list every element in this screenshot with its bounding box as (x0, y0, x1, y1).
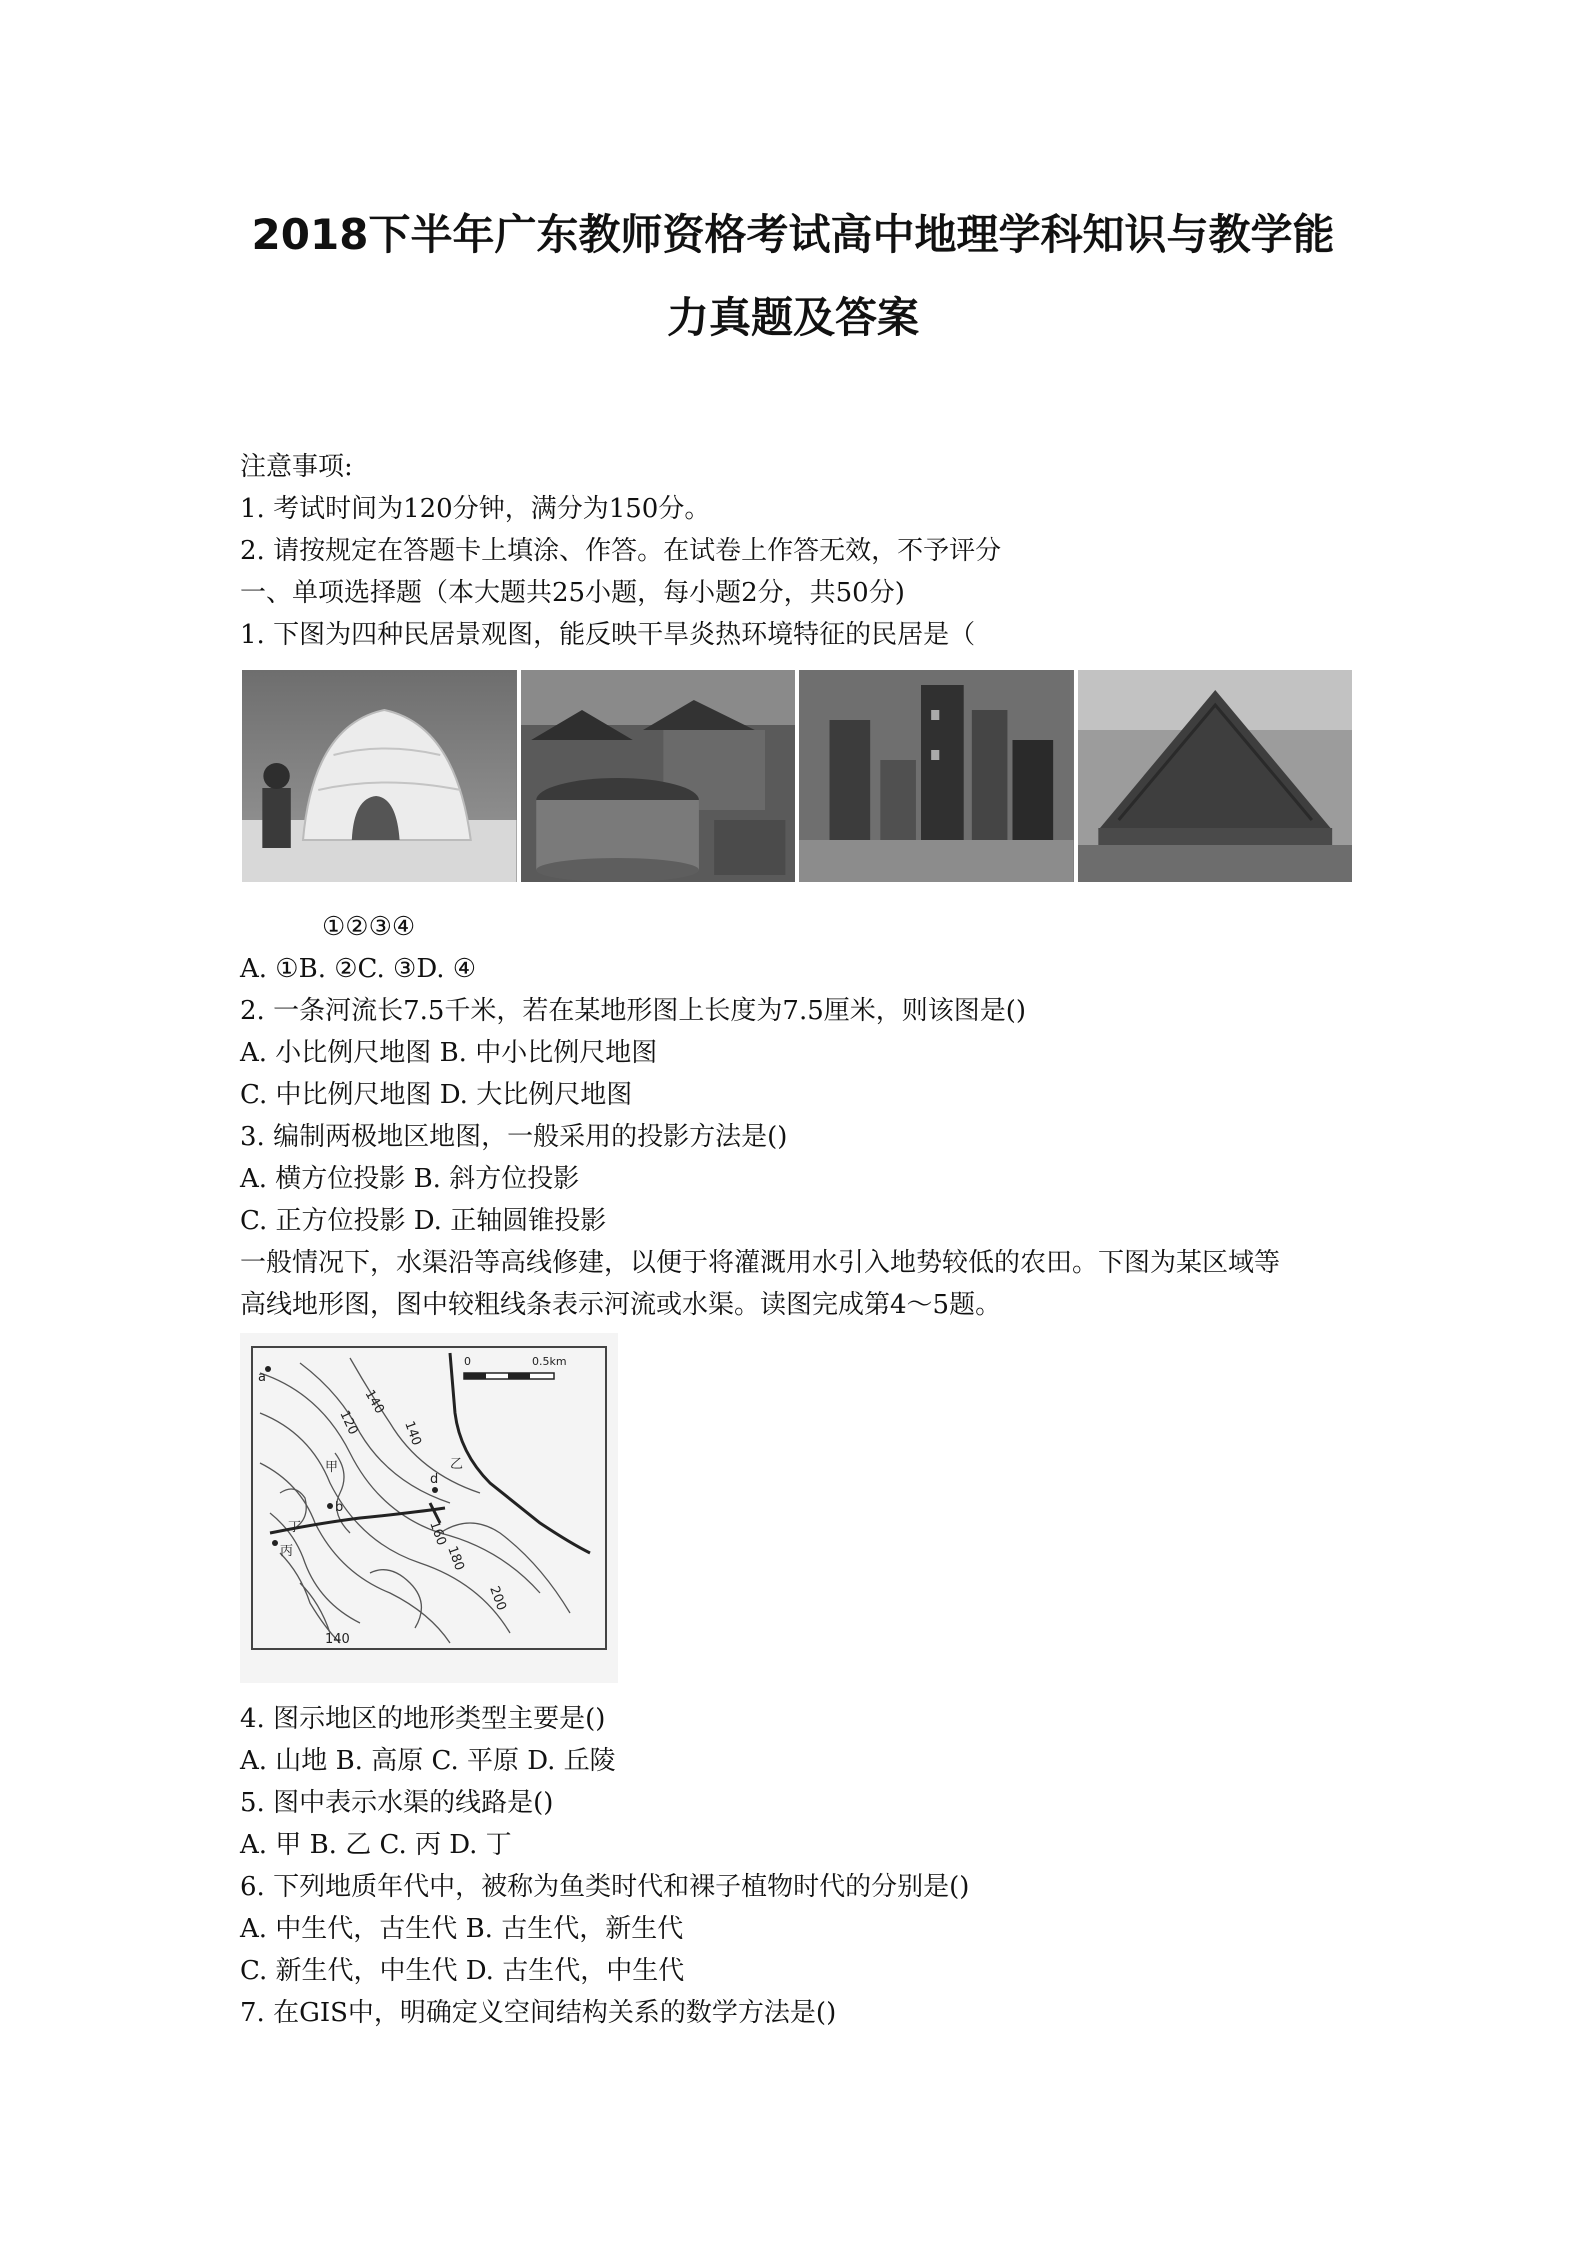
igloo-photo (242, 670, 517, 882)
q6-options-1: A. 中生代，古生代 B. 古生代，新生代 (240, 1914, 684, 1944)
contour-label-200: 200 (486, 1584, 509, 1613)
contour-label-120: 120 (336, 1408, 361, 1438)
label-jia: 甲 (325, 1460, 339, 1475)
passage-line-1: 一般情况下，水渠沿等高线修建，以便于将灌溉用水引入地势较低的农田。下图为某区域等 (240, 1248, 1281, 1278)
q2-stem: 2. 一条河流长7.5千米，若在某地形图上长度为7.5厘米，则该图是() (240, 996, 1027, 1026)
q3-stem: 3. 编制两极地区地图，一般采用的投影方法是() (240, 1122, 788, 1152)
label-a: a (258, 1370, 266, 1385)
q5-stem: 5. 图中表示水渠的线路是() (240, 1788, 554, 1818)
q6-stem: 6. 下列地质年代中，被称为鱼类时代和裸子植物时代的分别是() (240, 1872, 970, 1902)
label-b: b (335, 1500, 344, 1515)
notice-heading: 注意事项: (240, 452, 353, 482)
section-heading: 一、单项选择题（本大题共25小题，每小题2分，共50分) (240, 578, 905, 608)
q1-stem: 1. 下图为四种民居景观图，能反映干旱炎热环境特征的民居是（ (240, 620, 976, 650)
scale-end-label: 0.5km (532, 1355, 567, 1368)
tulou-photo (521, 670, 796, 882)
label-yi: 乙 (450, 1457, 464, 1472)
contour-map (240, 1333, 618, 1683)
q6-options-2: C. 新生代，中生代 D. 古生代，中生代 (240, 1956, 685, 1986)
q3-options-2: C. 正方位投影 D. 正轴圆锥投影 (240, 1206, 607, 1236)
notice-item-1: 1. 考试时间为120分钟，满分为150分。 (240, 494, 711, 524)
q1-figure-labels: ①②③④ (322, 912, 416, 942)
q1-options: A. ①B. ②C. ③D. ④ (240, 954, 477, 984)
contour-label-140a: 140 (361, 1387, 387, 1417)
label-ding: 丁 (288, 1520, 302, 1535)
stone-tower-photo (799, 670, 1074, 882)
thatched-hut-photo (1078, 670, 1353, 882)
contour-label-140c: 140 (325, 1632, 350, 1647)
scale-bar (464, 1355, 567, 1379)
notice-item-2: 2. 请按规定在答题卡上填涂、作答。在试卷上作答无效，不予评分 (240, 536, 1002, 566)
q4-stem: 4. 图示地区的地形类型主要是() (240, 1704, 606, 1734)
q2-options-2: C. 中比例尺地图 D. 大比例尺地图 (240, 1080, 633, 1110)
page-title-line1: 2018下半年广东教师资格考试高中地理学科知识与教学能 (251, 210, 1335, 259)
q5-options: A. 甲 B. 乙 C. 丙 D. 丁 (240, 1830, 512, 1860)
scale-zero-label: 0 (464, 1355, 471, 1368)
dwelling-photo-strip (242, 670, 1352, 882)
label-d: d (430, 1472, 439, 1487)
contour-label-180: 180 (444, 1544, 467, 1573)
q4-options: A. 山地 B. 高原 C. 平原 D. 丘陵 (240, 1746, 616, 1776)
page-title-line2: 力真题及答案 (666, 293, 919, 342)
q3-options-1: A. 横方位投影 B. 斜方位投影 (240, 1164, 580, 1194)
passage-line-2: 高线地形图，图中较粗线条表示河流或水渠。读图完成第4～5题。 (240, 1290, 1002, 1320)
label-bing: 丙 (280, 1544, 294, 1559)
q7-stem: 7. 在GIS中，明确定义空间结构关系的数学方法是() (240, 1998, 837, 2028)
contour-label-160: 160 (426, 1519, 449, 1548)
contour-label-140b: 140 (401, 1419, 424, 1448)
q2-options-1: A. 小比例尺地图 B. 中小比例尺地图 (240, 1038, 658, 1068)
